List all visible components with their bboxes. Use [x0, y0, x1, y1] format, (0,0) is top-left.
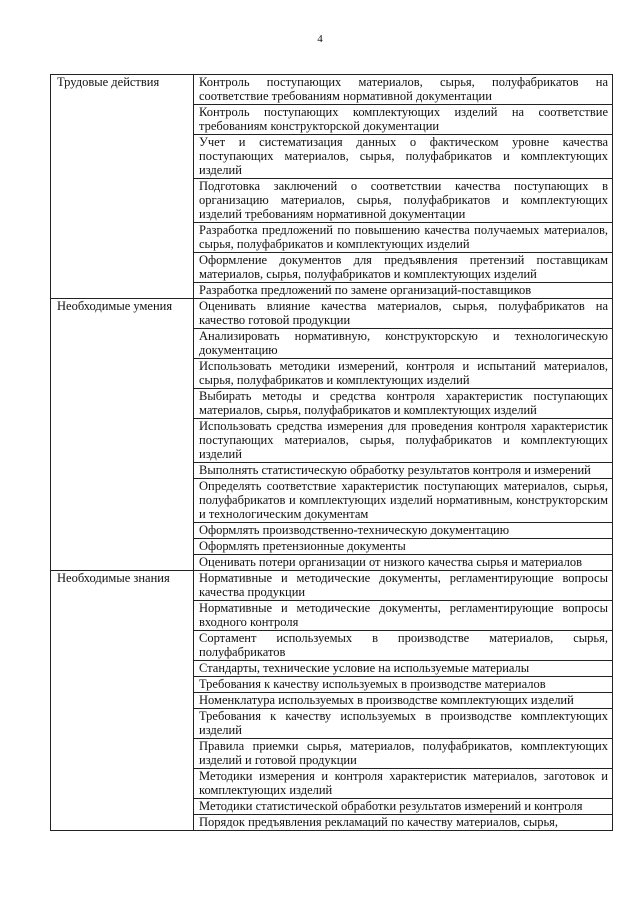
list-item: Контроль поступающих материалов, сырья, полуфабрикатов на соответствие требованиям нормативной документации: [199, 75, 608, 103]
list-item: Порядок предъявления рекламаций по качеству материалов, сырья,: [194, 814, 612, 830]
list-item: Подготовка заключений о соответствии качества поступающих в организацию материалов, сырья, полуфабрикатов и комплектующих изделий требованиям нормативной документации: [194, 178, 612, 222]
page-number: 4: [317, 33, 323, 45]
table-row-required-skills: [51, 299, 613, 571]
list-item: Учет и систематизация данных о фактическом уровне качества поступающих материалов, сырья, полуфабрикатов и комплектующих изделий: [194, 134, 612, 178]
row-label: Необходимые знания: [51, 571, 194, 831]
table-row-labor-actions: [51, 75, 613, 299]
list-item: Методики статистической обработки результатов измерений и контроля: [194, 798, 612, 814]
list-item: Номенклатура используемых в производстве комплектующих изделий: [194, 692, 612, 708]
list-item: Выбирать методы и средства контроля характеристик поступающих материалов, сырья, полуфабрикатов и комплектующих изделий: [194, 388, 612, 418]
list-item: Оценивать потери организации от низкого качества сырья и материалов: [194, 554, 612, 570]
list-item: Определять соответствие характеристик поступающих материалов, сырья, полуфабрикатов и комплектующих изделий нормативным, конструкторским и технологическим документам: [194, 478, 612, 522]
list-item: Требования к качеству используемых в производстве материалов: [194, 676, 612, 692]
list-item: Сортамент используемых в производстве материалов, сырья, полуфабрикатов: [194, 630, 612, 660]
competency-table: [50, 74, 613, 831]
table-row-required-knowledge: [51, 571, 613, 831]
list-item: Оформлять производственно-техническую документацию: [194, 522, 612, 538]
list-item: Нормативные и методические документы, регламентирующие вопросы входного контроля: [194, 600, 612, 630]
list-item: Требования к качеству используемых в производстве комплектующих изделий: [194, 708, 612, 738]
list-item: Правила приемки сырья, материалов, полуфабрикатов, комплектующих изделий и готовой продукции: [194, 738, 612, 768]
list-item: Анализировать нормативную, конструкторскую и технологическую документацию: [194, 328, 612, 358]
list-item: Методики измерения и контроля характеристик материалов, заготовок и комплектующих изделий: [194, 768, 612, 798]
row-items: [194, 75, 613, 299]
list-item: Стандарты, технические условие на используемые материалы: [194, 660, 612, 676]
list-item: Выполнять статистическую обработку результатов контроля и измерений: [194, 462, 612, 478]
list-item: Разработка предложений по повышению качества получаемых материалов, сырья, полуфабрикатов и комплектующих изделий: [194, 222, 612, 252]
list-item: Оформление документов для предъявления претензий поставщикам материалов, сырья, полуфабрикатов и комплектующих изделий: [194, 252, 612, 282]
list-item: Нормативные и методические документы, регламентирующие вопросы качества продукции: [199, 571, 608, 599]
row-label: Необходимые умения: [51, 299, 194, 571]
row-label: Трудовые действия: [51, 75, 194, 299]
row-items: [194, 571, 613, 831]
list-item: Контроль поступающих комплектующих изделий на соответствие требованиям конструкторской документации: [194, 104, 612, 134]
list-item: Использовать средства измерения для проведения контроля характеристик поступающих материалов, сырья, полуфабрикатов и комплектующих изделий: [194, 418, 612, 462]
list-item: Оценивать влияние качества материалов, сырья, полуфабрикатов на качество готовой продукции: [199, 299, 608, 327]
list-item: Разработка предложений по замене организаций-поставщиков: [194, 282, 612, 298]
row-items: [194, 299, 613, 571]
list-item: Оформлять претензионные документы: [194, 538, 612, 554]
list-item: Использовать методики измерений, контроля и испытаний материалов, сырья, полуфабрикатов и комплектующих изделий: [194, 358, 612, 388]
